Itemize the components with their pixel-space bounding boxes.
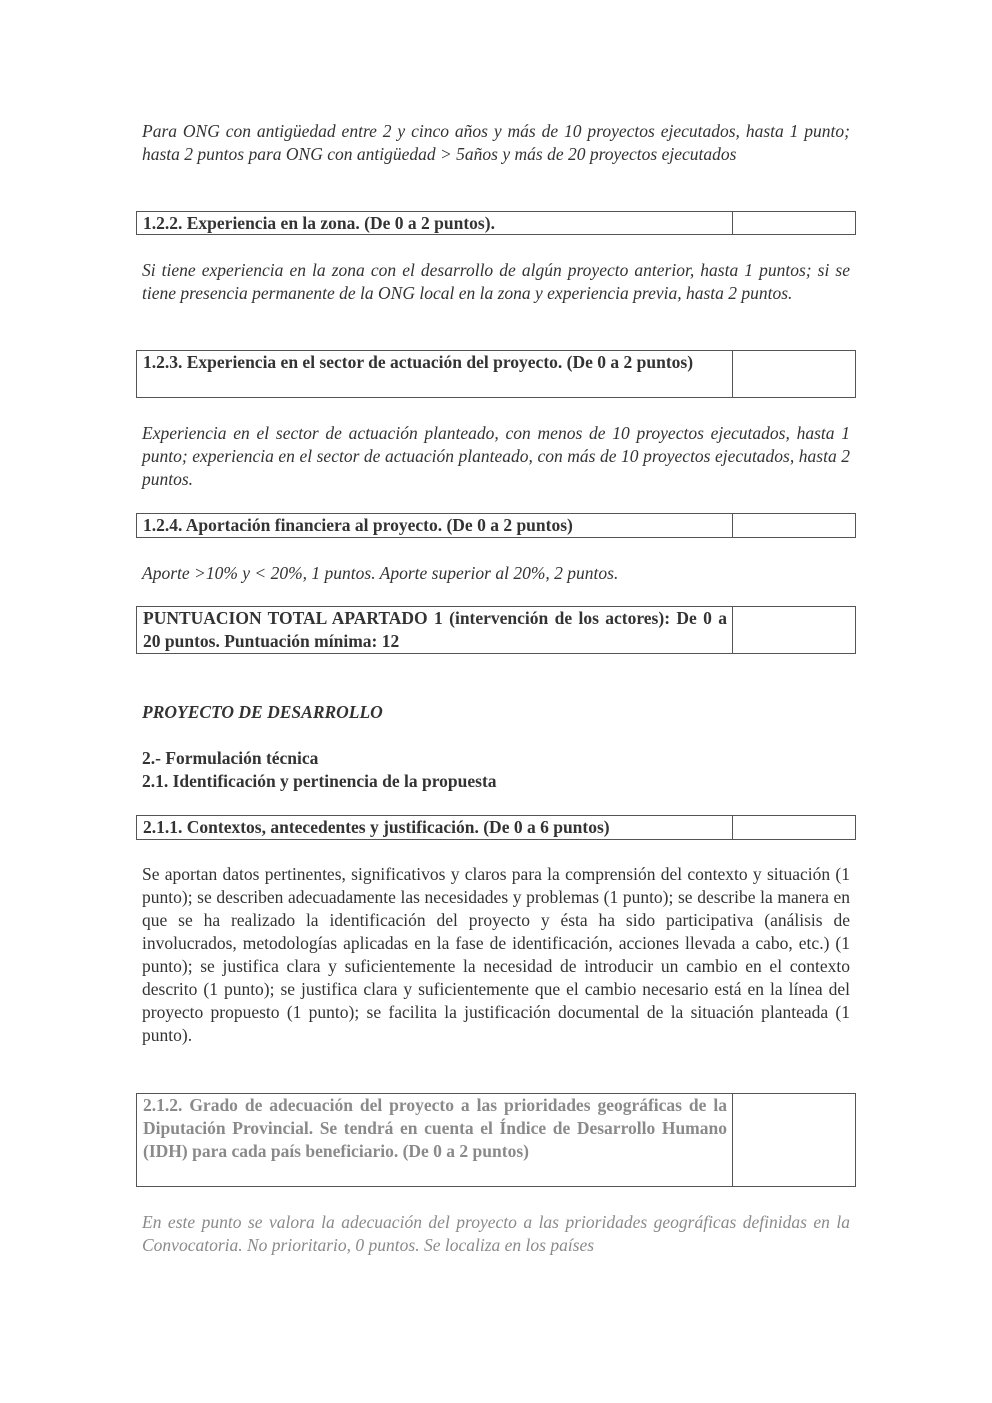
score-cell [733,212,855,234]
heading-identificacion: 2.1. Identificación y pertinencia de la propuesta [142,771,497,791]
criterion-row-2-1-2 [136,1093,856,1187]
note-prioridades: En este punto se valora la adecuación del proyecto a las prioridades geográficas definidas en la Convocatoria. No prioritario, 0 puntos. Se localiza en los países [142,1212,850,1255]
criterion-row-1-2-3 [136,350,856,398]
criterion-label: 2.1.1. Contextos, antecedentes y justificación. (De 0 a 6 puntos) [137,816,733,839]
note-sector: Experiencia en el sector de actuación planteado, con menos de 10 proyectos ejecutados, hasta 1 punto; experiencia en el sector de actuación planteado, con más de 10 proyectos ejecutados, hasta 2 puntos. [142,423,850,489]
criterion-label: 1.2.4. Aportación financiera al proyecto. (De 0 a 2 puntos) [137,514,733,537]
heading-formulacion: 2.- Formulación técnica [142,748,319,768]
section-title: PROYECTO DE DESARROLLO [142,702,383,722]
total-score-row [136,606,856,654]
note-aporte: Aporte >10% y < 20%, 1 puntos. Aporte superior al 20%, 2 puntos. [142,563,619,583]
score-cell [733,351,855,397]
criterion-label: 2.1.2. Grado de adecuación del proyecto a las prioridades geográficas de la Diputación Provincial. Se tendrá en cuenta el Índice de Desarrollo Humano (IDH) para cada país beneficiario. (De 0 a 2 puntos) [137,1094,733,1186]
criterion-row-2-1-1 [136,815,856,840]
note-contexto: Se aportan datos pertinentes, significativos y claros para la comprensión del contexto y situación (1 punto); se describen adecuadamente las necesidades y problemas (1 punto); se describe la manera en que se ha realizado la identificación del proyecto y ésta ha sido participativa (análisis de involucrados, metodologías aplicadas en la fase de identificación, acciones llevada a cabo, etc.) (1 punto); se justifica clara y suficientemente la necesidad de introducir un cambio en el contexto descrito (1 punto); se justifica clara y suficientemente que el cambio necesario está en la línea del proyecto propuesto (1 punto); se facilita la justificación documental de la situación planteada (1 punto). [142,864,850,1045]
criterion-label: 1.2.3. Experiencia en el sector de actuación del proyecto. (De 0 a 2 puntos) [137,351,733,397]
score-cell [733,1094,855,1186]
total-score-label: PUNTUACION TOTAL APARTADO 1 (intervención de los actores): De 0 a 20 puntos. Puntuación mínima: 12 [137,607,733,653]
intro-paragraph: Para ONG con antigüedad entre 2 y cinco años y más de 10 proyectos ejecutados, hasta 1 punto; hasta 2 puntos para ONG con antigüedad > 5años y más de 20 proyectos ejecutados [142,121,850,164]
score-cell [733,816,855,839]
criterion-label: 1.2.2. Experiencia en la zona. (De 0 a 2 puntos). [137,212,733,234]
score-cell [733,514,855,537]
criterion-row-1-2-2 [136,211,856,235]
criterion-row-1-2-4 [136,513,856,538]
note-zona: Si tiene experiencia en la zona con el desarrollo de algún proyecto anterior, hasta 1 puntos; si se tiene presencia permanente de la ONG local en la zona y experiencia previa, hasta 2 puntos. [142,260,850,303]
score-cell [733,607,855,653]
